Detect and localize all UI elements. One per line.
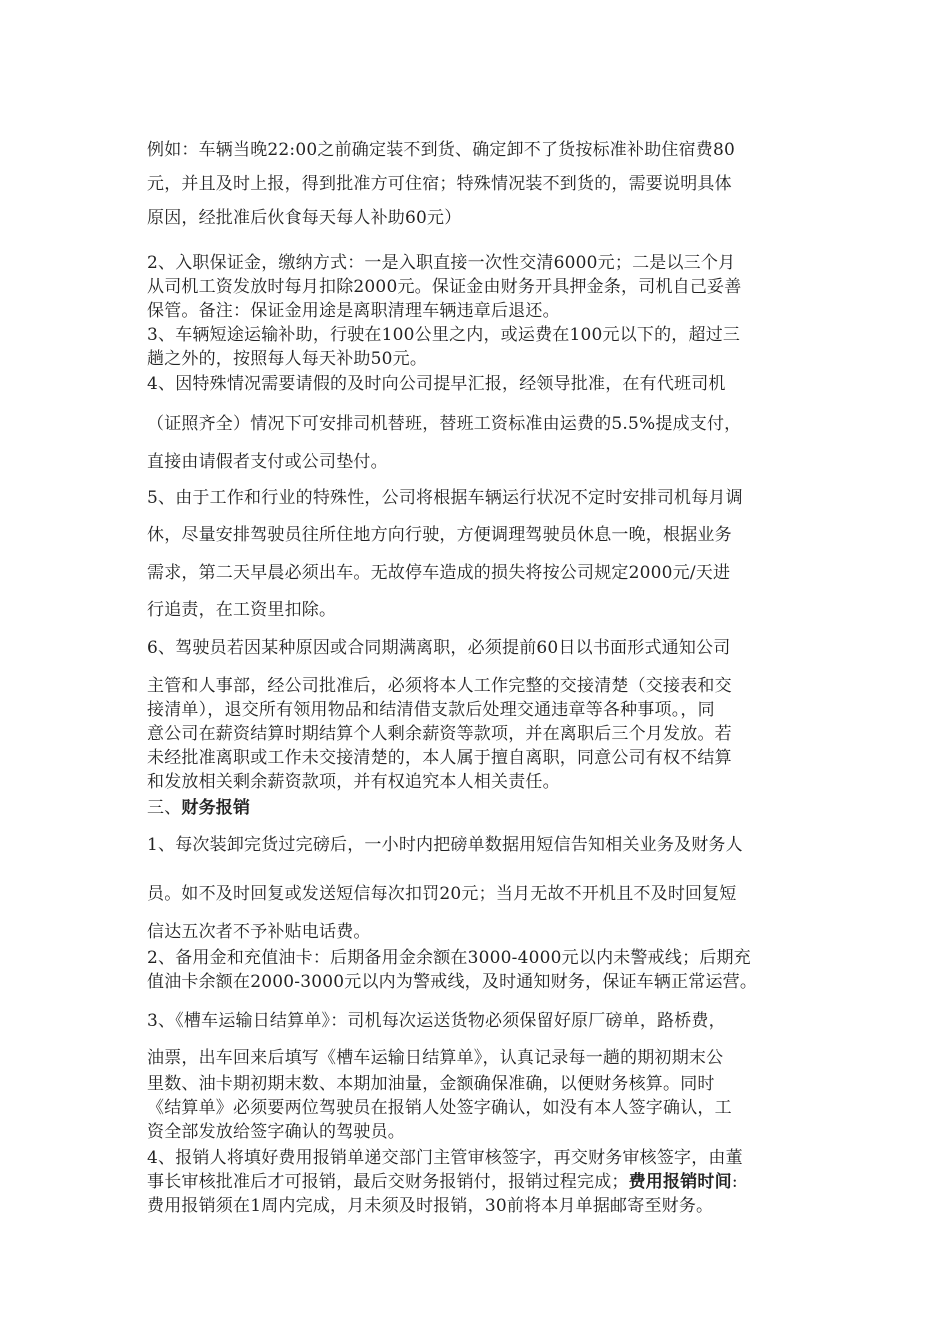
section-heading	[147, 797, 250, 819]
text-line: 趟之外的，按照每人每天补助50元。	[147, 349, 428, 369]
text-line: 和发放相关剩余薪资款项，并有权追究本人相关责任。	[147, 772, 560, 792]
text-line: 直接由请假者支付或公司垫付。	[147, 452, 388, 472]
text-line: 接清单），退交所有领用物品和结清借支款后处理交通违章等各种事项。，同	[147, 700, 715, 720]
text-line: 6、驾驶员若因某种原因或合同期满离职，必须提前60日以书面形式通知公司	[147, 638, 731, 658]
text-line: 4、因特殊情况需要请假的及时向公司提早汇报，经领导批准，在有代班司机	[147, 374, 726, 394]
text-line: 4、报销人将填好费用报销单递交部门主管审核签字，再交财务审核签字，由董	[147, 1148, 743, 1168]
text-line: （证照齐全）情况下可安排司机替班，替班工资标准由运费的5.5%提成支付，	[147, 414, 742, 434]
text-line: 2、备用金和充值油卡：后期备用金余额在3000-4000元以内未警戒线；后期充	[147, 948, 751, 968]
text-line: 里数、油卡期初期末数、本期加油量，金额确保准确，以便财务核算。同时	[147, 1074, 715, 1094]
text-line: 未经批准离职或工作未交接清楚的，本人属于擅自离职，同意公司有权不结算	[147, 748, 732, 768]
text-line: 3、车辆短途运输补助，行驶在100公里之内，或运费在100元以下的，超过三	[147, 325, 741, 345]
section-heading-title: 财务报销	[181, 798, 251, 818]
text-line: 主管和人事部，经公司批准后，必须将本人工作完整的交接清楚（交接表和交	[147, 676, 732, 696]
text-line: 5、由于工作和行业的特殊性，公司将根据车辆运行状况不定时安排司机每月调	[147, 488, 743, 508]
text-line: 原因，经批准后伙食每天每人补助60元）	[147, 208, 462, 228]
text-line: 需求，第二天早晨必须出车。无故停车造成的损失将按公司规定2000元/天进	[147, 563, 731, 583]
text-line: 油票，出车回来后填写《槽车运输日结算单》，认真记录每一趟的期初期末公	[147, 1048, 724, 1068]
text-line: 《结算单》必须要两位驾驶员在报销人处签字确认，如没有本人签字确认，工	[147, 1098, 732, 1118]
mixed-line-tail: :	[731, 1172, 738, 1192]
text-line: 2、入职保证金，缴纳方式：一是入职直接一次性交清6000元；二是以三个月	[147, 253, 736, 273]
text-line: 员。如不及时回复或发送短信每次扣罚20元；当月无故不开机且不及时回复短	[147, 884, 737, 904]
text-line: 值油卡余额在2000-3000元以内为警戒线，及时通知财务，保证车辆正常运营。	[147, 972, 758, 992]
text-line: 行追责，在工资里扣除。	[147, 600, 337, 620]
text-line: 例如：车辆当晚22:00之前确定装不到货、确定卸不了货按标准补助住宿费80	[147, 140, 736, 160]
text-line: 资全部发放给签字确认的驾驶员。	[147, 1122, 405, 1142]
text-line: 1、每次装卸完货过完磅后，一小时内把磅单数据用短信告知相关业务及财务人	[147, 835, 743, 855]
mixed-line-normal: 事长审核批准后才可报销，最后交财务报销付，报销过程完成；	[147, 1172, 629, 1192]
text-line: 意公司在薪资结算时期结算个人剩余薪资等款项，并在离职后三个月发放。若	[147, 724, 732, 744]
text-line: 费用报销须在1周内完成，月未须及时报销，30前将本月单据邮寄至财务。	[147, 1196, 714, 1216]
mixed-line-bold: 费用报销时间	[628, 1172, 732, 1192]
text-line: 信达五次者不予补贴电话费。	[147, 922, 371, 942]
text-line: 元，并且及时上报，得到批准方可住宿；特殊情况装不到货的，需要说明具体	[147, 174, 732, 194]
section-heading-number: 三、	[147, 798, 182, 818]
text-line: 休，尽量安排驾驶员往所住地方向行驶，方便调理驾驶员休息一晚，根据业务	[147, 525, 732, 545]
text-line-mixed	[147, 1171, 738, 1193]
text-line: 保管。备注：保证金用途是离职清理车辆违章后退还。	[147, 301, 560, 321]
text-line: 3、《槽车运输日结算单》：司机每次运送货物必须保留好原厂磅单，路桥费，	[147, 1011, 726, 1031]
text-line: 从司机工资发放时每月扣除2000元。保证金由财务开具押金条，司机自己妥善	[147, 277, 742, 297]
